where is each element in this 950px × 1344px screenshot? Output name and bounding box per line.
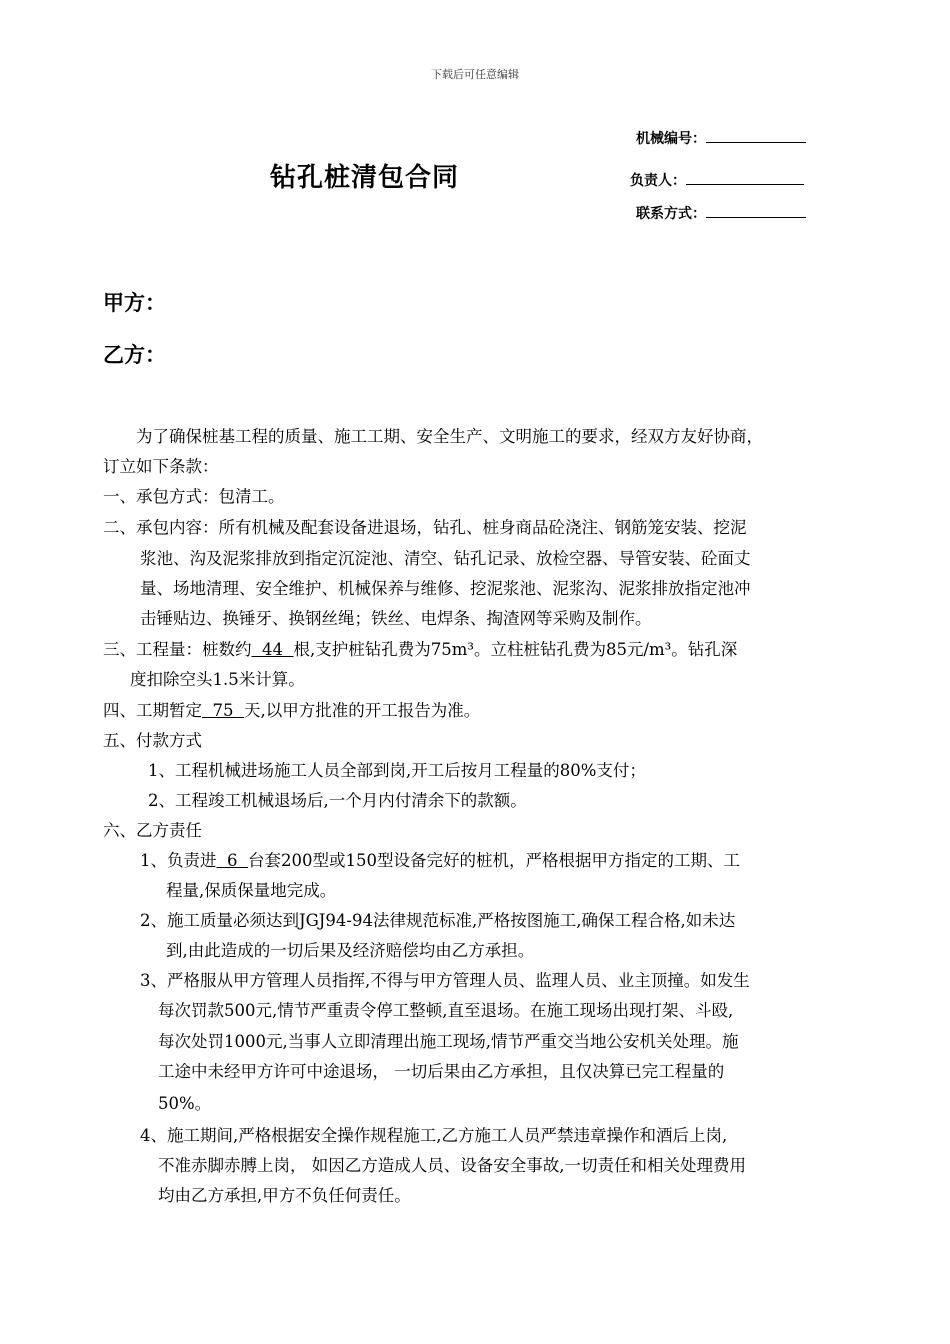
clause-5-item-2: 2、工程竣工机械退场后,一个月内付清余下的款额。 <box>148 791 527 810</box>
clause-6-item-4-line-2: 不准赤脚赤膊上岗， 如因乙方造成人员、设备安全事故,一切责任和相关处理费用 <box>158 1156 746 1175</box>
machine-no-label: 机械编号： <box>636 131 706 147</box>
pile-count: 44 <box>251 640 294 659</box>
clause-3-line-2: 度扣除空头1.5米计算。 <box>130 670 305 689</box>
clause-1: 一、承包方式：包清工。 <box>103 487 285 506</box>
clause-6-item-4-line-3: 均由乙方承担,甲方不负任何责任。 <box>158 1186 411 1205</box>
clause-4-pre: 四、工期暂定 <box>103 701 202 720</box>
contract-title: 钻孔桩清包合同 <box>270 163 460 193</box>
duration-days: 75 <box>202 701 244 720</box>
clause-2-line-3: 量、场地清理、安全维护、机械保养与维修、挖泥浆池、泥浆沟、泥浆排放指定池冲 <box>140 579 751 598</box>
clause-4-post: 天,以甲方批准的开工报告为准。 <box>243 701 481 720</box>
contact-blank[interactable] <box>706 203 806 218</box>
clause-6-item-3-line-4: 工途中未经甲方许可中途退场， 一切后果由乙方承担，且仅决算已完工程量的 <box>158 1062 725 1081</box>
intro-line-2: 订立如下条款： <box>103 457 219 476</box>
clause-6-item-1-line-2: 程量,保质保量地完成。 <box>166 881 337 900</box>
clause-6-item-2-line-1: 2、施工质量必须达到JGJ94-94法律规范标准,严格按图施工,确保工程合格,如未达 <box>140 911 736 930</box>
machine-count: 6 <box>216 851 248 870</box>
clause-6-item-3-line-5: 50%。 <box>158 1094 212 1113</box>
manager-label: 负责人： <box>630 173 686 189</box>
clause-2-line-2: 浆池、沟及泥浆排放到指定沉淀池、清空、钻孔记录、放检空器、导管安装、砼面丈 <box>140 549 751 568</box>
clause-6-item-3-line-3: 每次处罚1000元,当事人立即清理出施工现场,情节严重交当地公安机关处理。施 <box>158 1032 739 1051</box>
manager-blank[interactable] <box>686 170 804 185</box>
clause-6-item-1-pre: 1、负责进 <box>140 851 217 870</box>
clause-6-item-4-line-1: 4、施工期间,严格根据安全操作规程施工,乙方施工人员严禁违章操作和酒后上岗, <box>140 1126 728 1145</box>
clause-3-line-1 <box>103 635 737 665</box>
clause-6-item-2-line-2: 到,由此造成的一切后果及经济赔偿均由乙方承担。 <box>166 941 535 960</box>
manager-field <box>630 170 804 190</box>
clause-6-item-1-line-1 <box>140 846 740 876</box>
clause-6-item-1-post: 台套200型或150型设备完好的桩机，严格根据甲方指定的工期、工 <box>247 851 740 870</box>
clause-6-item-3-line-1: 3、严格服从甲方管理人员指挥,不得与甲方管理人员、监理人员、业主顶撞。如发生 <box>140 971 750 990</box>
clause-6-heading: 六、乙方责任 <box>103 821 202 840</box>
clause-4 <box>103 696 480 726</box>
clause-6-item-3-line-2: 每次罚款500元,情节严重责令停工整顿,直至退场。在施工现场出现打架、斗殴, <box>158 1001 734 1020</box>
clause-3-pre: 三、工程量：桩数约 <box>103 640 252 659</box>
header-note: 下载后可任意编辑 <box>431 68 519 81</box>
clause-5-heading: 五、付款方式 <box>103 731 202 750</box>
intro-line-1: 为了确保桩基工程的质量、施工工期、安全生产、文明施工的要求，经双方友好协商， <box>136 427 763 446</box>
machine-no-field <box>636 128 806 148</box>
clause-3-post: 根,支护桩钻孔费为75m³。立柱桩钻孔费为85元/m³。钻孔深 <box>293 640 738 659</box>
machine-no-blank[interactable] <box>706 128 806 143</box>
contact-label: 联系方式： <box>636 206 706 222</box>
clause-5-item-1: 1、工程机械进场施工人员全部到岗,开工后按月工程量的80%支付； <box>148 761 646 780</box>
contact-field <box>636 203 806 223</box>
clause-2-line-4: 击锤贴边、换锤牙、换钢丝绳；铁丝、电焊条、掏渣网等采购及制作。 <box>140 609 652 628</box>
party-b-label: 乙方： <box>103 343 166 367</box>
party-a-label: 甲方： <box>103 291 166 315</box>
clause-2-line-1: 二、承包内容：所有机械及配套设备进退场，钻孔、桩身商品砼浇注、钢筋笼安装、挖泥 <box>103 518 747 537</box>
